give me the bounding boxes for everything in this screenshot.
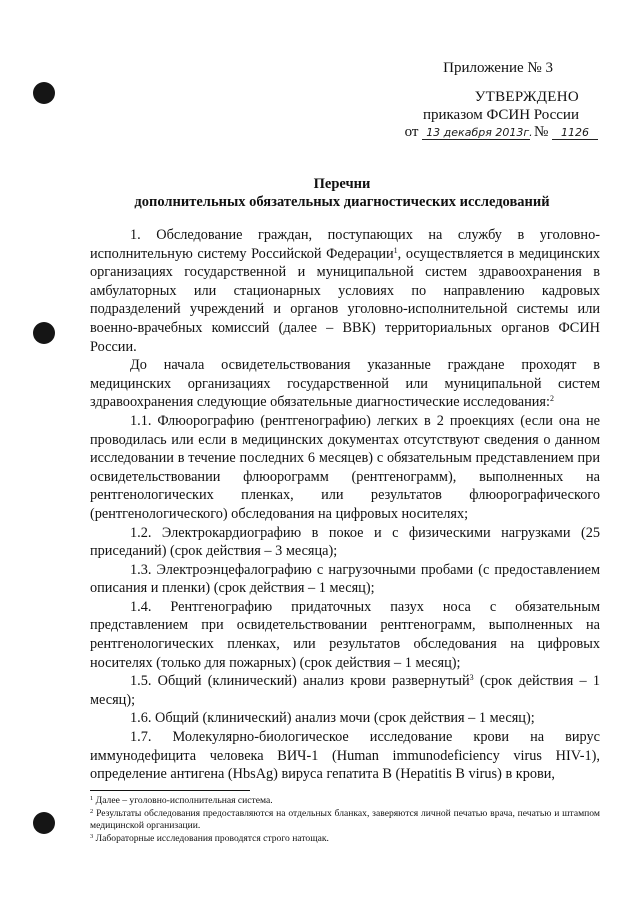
footnote-ref: 2 [549,394,554,404]
list-item-1-2: 1.2. Электрокардиографию в покое и с физическими нагрузками (25 приседаний) (срок действия – 3 месяца); [90,524,600,560]
document-subtitle: дополнительных обязательных диагностических исследований [134,194,550,210]
paragraph-2: До начала освидетельствования указанные граждане проходят в медицинских организациях государственной или муниципальной систем здравоохранения следующие обязательные диагностические исследования:$^2$ [90,357,600,411]
footnote-1: $^1$ Далее – уголовно-исполнительная система. [90,795,273,806]
punch-hole [33,82,55,104]
list-item-1-7: 1.7. Молекулярно-биологическое исследование крови на вирус иммунодефицита человека ВИЧ-1 (Human immunodeficiency virus HIV-1), определение антигена (HbsAg) вируса гепатита В (Hepatitis B virus) в крови, [90,729,600,783]
list-item-1-4: 1.4. Рентгенографию придаточных пазух носа с обязательным представлением при освидетельствовании рентгенограмм, выполненных на рентгенологических пленках, или результатов обследования на цифровых носителях (только для пожарных) (срок действия – 1 месяц); [90,598,600,671]
footnote-3: $^3$ Лабораторные исследования проводятся строго натощак. [90,832,329,844]
handwritten-date: 13 декабря 2013г. [422,126,530,140]
footnote-ref: 1 [393,245,398,255]
order-date-number-line [405,124,598,141]
punch-hole [33,812,55,834]
appendix-label: Приложение № 3 [443,60,553,76]
handwritten-number: 1126 [552,126,598,140]
footnote-divider [90,790,250,791]
footnote-2: $^2$ Результаты обследования предоставляются на отдельных бланках, заверяются личной печатью врача, печатью и штампом медицинской организации. [90,807,600,832]
from-label: от [404,124,419,140]
list-item-1-5: 1.5. Общий (клинический) анализ крови развернутый$^3$ (срок действия – 1 месяц); [90,673,600,708]
list-item-1-3: 1.3. Электроэнцефалографию с нагрузочными пробами (с предоставлением описания и пленки) (срок действия – 1 месяц); [90,561,600,597]
footnotes [90,795,600,845]
approved-label: УТВЕРЖДЕНО [474,89,579,105]
punch-hole [33,322,55,344]
list-item-1-1: 1.1. Флюорографию (рентгенографию) легких в 2 проекциях (если она не проводилась или если в медицинских документах отсутствуют сведения о данном исследовании в течение последних 6 месяцев) с обязательным представлением при освидетельствовании флюорограмм (рентгенограмм), выполненных на рентгенологических пленках, или результатов флюорографического (рентгенологического) обследования на цифровых носителях; [90,412,600,522]
document-title: Перечни [313,176,371,192]
footnote-ref: 3 [469,673,474,683]
paragraph-1: 1. Обследование граждан, поступающих на службу в уголовно-исполнительную систему Российской Федерации$^1$, осуществляется в медицинских организациях государственной и муниципальной систем здравоохранения в амбулаторных или стационарных условиях по направлению кадровых подразделений учреждений и органов уголовно-исполнительной системы или военно-врачебных комиссий (далее – ВВК) территориальных органов ФСИН России. [90,227,600,355]
list-item-1-6: 1.6. Общий (клинический) анализ мочи (срок действия – 1 месяц); [130,710,535,727]
number-label: № [533,124,549,140]
approved-by-label: приказом ФСИН России [422,107,579,123]
document-body [90,226,600,784]
